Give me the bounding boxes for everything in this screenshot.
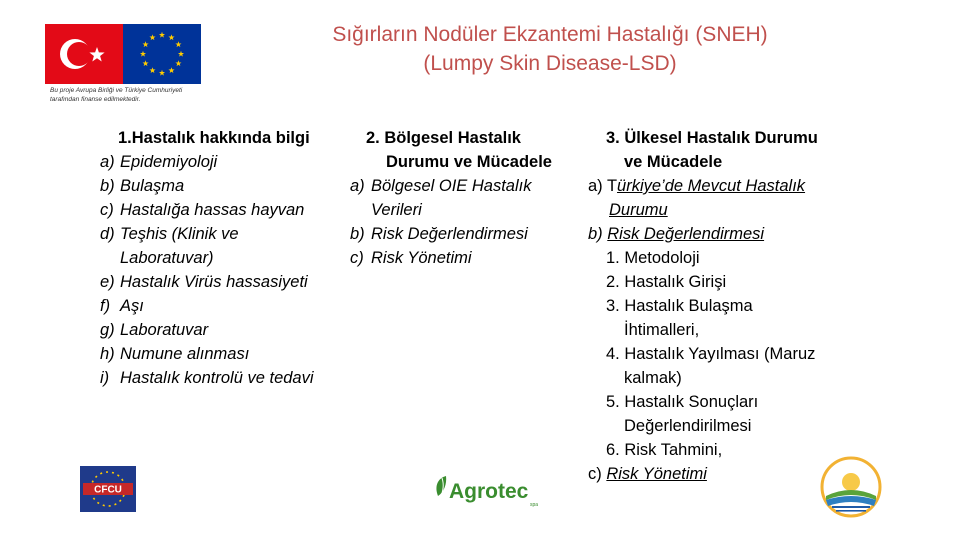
- col3-heading-line-2: ve Mücadele: [624, 153, 723, 171]
- col1-item-text: Aşı: [120, 297, 144, 315]
- eu-turkey-flags-logo: [45, 24, 201, 84]
- col1-item-marker: e): [100, 273, 115, 291]
- col2-item-text: Risk Değerlendirmesi: [371, 225, 528, 243]
- col1-item: [100, 174, 314, 198]
- col3-item-a: [588, 174, 818, 198]
- column-regional-status: [350, 126, 552, 270]
- cfcu-logo: [80, 466, 136, 512]
- col2-item-list: [350, 174, 552, 270]
- col3-item-a-text: ürkiye’de Mevcut Hastalık: [617, 177, 806, 195]
- col3-item-b-text: Risk Değerlendirmesi: [607, 225, 765, 243]
- col1-item: [100, 246, 314, 270]
- col2-item-text: Verileri: [371, 201, 422, 219]
- col3-item-a-marker: a) T: [588, 177, 618, 195]
- agrotec-logo: [432, 470, 550, 508]
- col1-item: [100, 294, 314, 318]
- eu-funding-caption: [50, 86, 220, 104]
- col1-item-text: Teşhis (Klinik ve: [120, 225, 239, 243]
- col1-item-text: Hastalık kontrolü ve tedavi: [120, 369, 314, 387]
- col2-heading-line-2: Durumu ve Mücadele: [386, 153, 552, 171]
- col2-item-text: Risk Yönetimi: [371, 249, 472, 267]
- col3-item-c-marker: c): [588, 465, 602, 483]
- col3-list-item: Değerlendirilmesi: [624, 417, 752, 435]
- leaf-icon: [436, 476, 446, 496]
- col3-item-b-marker: b): [588, 225, 603, 243]
- col1-item-marker: g): [100, 321, 115, 339]
- col2-heading-line-1: 2. Bölgesel Hastalık: [366, 129, 521, 147]
- col2-item: [350, 246, 552, 270]
- col2-item: [350, 198, 552, 222]
- col1-item-list: [100, 150, 314, 390]
- col1-item: [100, 342, 314, 366]
- ministry-logo: [818, 456, 884, 518]
- col3-list-item: 2. Hastalık Girişi: [606, 273, 727, 291]
- agrotec-logo-text: Agrotec: [449, 480, 529, 503]
- col1-item-text: Laboratuvar: [120, 321, 209, 339]
- col2-item-text: Bölgesel OIE Hastalık: [371, 177, 532, 195]
- eu-caption-line-1: Bu proje Avrupa Birliği ve Türkiye Cumhuriyeti: [50, 87, 183, 94]
- page-title: [250, 20, 850, 78]
- col3-item-a-text-2: Durumu: [609, 201, 668, 219]
- col2-item-marker: c): [350, 249, 364, 267]
- col3-list-item: 1. Metodoloji: [606, 249, 700, 267]
- col1-item: [100, 198, 314, 222]
- col2-item: [350, 174, 552, 198]
- col1-item-text: Hastalık Virüs hassasiyeti: [120, 273, 308, 291]
- col3-numbered-list: [588, 246, 818, 462]
- column-national-status: [588, 126, 818, 486]
- col3-list-item: İhtimalleri,: [624, 321, 700, 339]
- column-disease-info: [100, 126, 314, 390]
- col1-item-marker: c): [100, 201, 114, 219]
- col3-list-item: 4. Hastalık Yayılması (Maruz: [606, 345, 816, 363]
- col2-item: [350, 222, 552, 246]
- col3-list-item: 5. Hastalık Sonuçları: [606, 393, 759, 411]
- col3-list-item: kalmak): [624, 369, 682, 387]
- cfcu-logo-text: CFCU: [94, 484, 122, 496]
- eu-caption-line-2: tarafından finanse edilmektedir.: [50, 96, 141, 103]
- col1-item-text: Numune alınması: [120, 345, 250, 363]
- col1-item: [100, 366, 314, 390]
- title-line-1: Sığırların Nodüler Ekzantemi Hastalığı (SNEH): [332, 23, 768, 46]
- col1-item: [100, 150, 314, 174]
- col1-item: [100, 270, 314, 294]
- col2-item-marker: a): [350, 177, 365, 195]
- col1-item-marker: b): [100, 177, 115, 195]
- col2-item-marker: b): [350, 225, 365, 243]
- col3-list-item: 6. Risk Tahmini,: [606, 441, 723, 459]
- col3-list-item: 3. Hastalık Bulaşma: [606, 297, 753, 315]
- col1-item-text: Epidemiyoloji: [120, 153, 218, 171]
- col1-item-text: Hastalığa hassas hayvan: [120, 201, 305, 219]
- col3-item-c: [588, 462, 818, 486]
- col3-heading-line-1: 3. Ülkesel Hastalık Durumu: [606, 129, 818, 147]
- col3-item-b: [588, 222, 818, 246]
- col1-item: [100, 318, 314, 342]
- col1-item-marker: i): [100, 369, 110, 387]
- col1-item-marker: h): [100, 345, 115, 363]
- col1-item-text: Laboratuvar): [120, 249, 214, 267]
- col3-item-c-text: Risk Yönetimi: [606, 465, 707, 483]
- col3-item-a-cont: [588, 198, 818, 222]
- col1-item-marker: d): [100, 225, 115, 243]
- agrotec-logo-subtext: spa: [530, 502, 539, 508]
- col1-item: [100, 222, 314, 246]
- col1-item-marker: f): [100, 297, 111, 315]
- title-line-2: (Lumpy Skin Disease-LSD): [423, 52, 677, 75]
- col1-item-marker: a): [100, 153, 115, 171]
- col1-item-text: Bulaşma: [120, 177, 185, 195]
- col1-heading: 1.Hastalık hakkında bilgi: [118, 129, 310, 147]
